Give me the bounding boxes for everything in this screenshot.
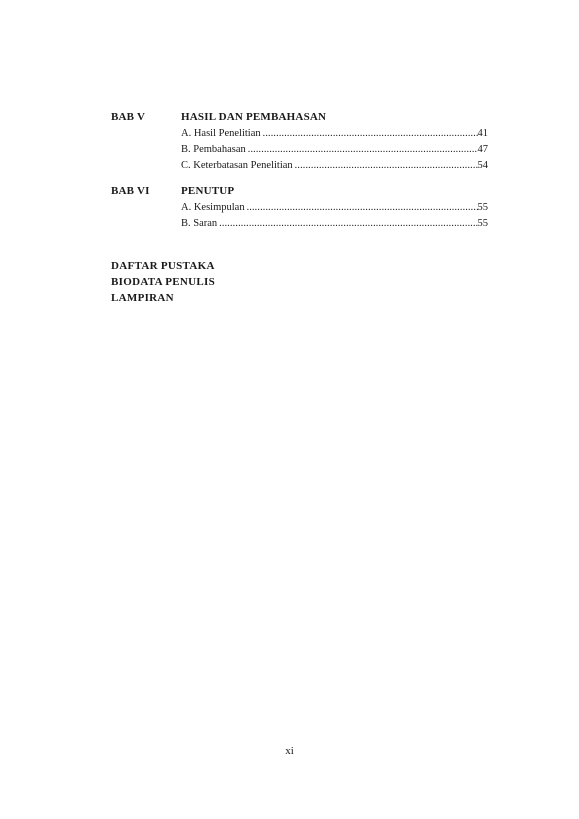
toc-chapter-bab-v: [111, 111, 488, 176]
toc-entry[interactable]: [181, 160, 488, 176]
toc-entry-page: 41: [477, 128, 488, 139]
dot-leader: [219, 218, 477, 229]
toc-entry-page: 54: [477, 160, 488, 171]
toc-chapter-bab-vi: [111, 185, 488, 234]
toc-entry-text: A. Kesimpulan: [181, 202, 245, 213]
toc-entry-text: B. Saran: [181, 218, 218, 229]
chapter-label: BAB VI: [111, 185, 150, 197]
toc-entry-page: 47: [477, 144, 488, 155]
toc-entry[interactable]: [181, 144, 488, 160]
dot-leader: [263, 128, 478, 139]
chapter-heading: [111, 111, 488, 128]
chapter-title: HASIL DAN PEMBAHASAN: [181, 111, 327, 123]
chapter-label: BAB V: [111, 111, 146, 123]
toc-entry[interactable]: [181, 218, 488, 234]
backmatter-list: [111, 258, 215, 306]
toc-entry-page: 55: [477, 202, 488, 213]
chapter-heading: [111, 185, 488, 202]
toc-entry[interactable]: [181, 202, 488, 218]
toc-entry-text: B. Pembahasan: [181, 144, 246, 155]
dot-leader: [248, 144, 478, 155]
toc-entry[interactable]: [181, 128, 488, 144]
toc-entry-text: C. Keterbatasan Penelitian: [181, 160, 293, 171]
backmatter-item-daftar-pustaka[interactable]: DAFTAR PUSTAKA: [111, 260, 215, 272]
backmatter-item-biodata-penulis[interactable]: BIODATA PENULIS: [111, 276, 216, 288]
toc-entry-text: A. Hasil Penelitian: [181, 128, 261, 139]
toc-entry-page: 55: [477, 218, 488, 229]
backmatter-item-lampiran[interactable]: LAMPIRAN: [111, 292, 174, 304]
dot-leader: [295, 160, 478, 171]
dot-leader: [247, 202, 478, 213]
page-number: xi: [285, 745, 294, 757]
chapter-title: PENUTUP: [181, 185, 235, 197]
